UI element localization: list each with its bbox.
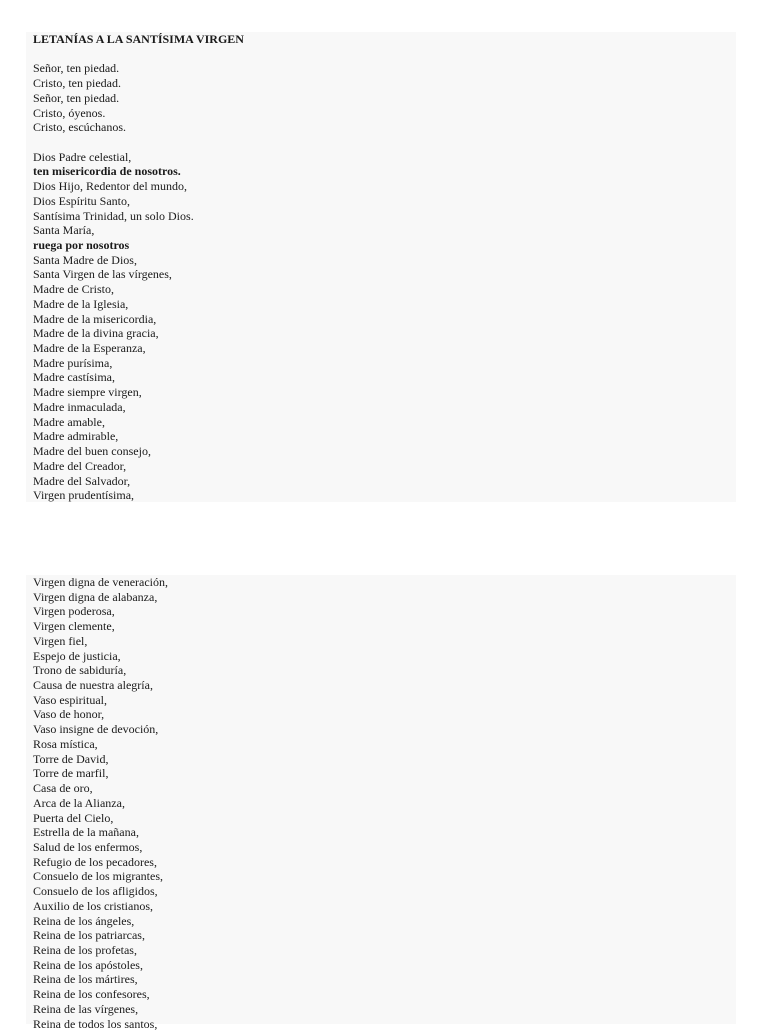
invocation-line: Santísima Trinidad, un solo Dios.: [33, 208, 194, 223]
invocation-line: Virgen digna de veneración,: [33, 575, 169, 589]
invocation-line: Casa de oro,: [33, 781, 93, 796]
invocation-line: Madre castísima,: [33, 370, 115, 385]
invocation-line: Santa María,: [33, 223, 95, 238]
paragraph-gap: [33, 135, 736, 150]
invocation-line: Cristo, óyenos.: [33, 105, 106, 120]
invocation-line: Madre de la divina gracia,: [33, 326, 159, 341]
invocation-line: Auxilio de los cristianos,: [33, 898, 153, 913]
invocation-line: Madre del buen consejo,: [33, 444, 151, 459]
invocation-line: Dios Espíritu Santo,: [33, 193, 131, 208]
invocation-line: Madre de la Iglesia,: [33, 296, 129, 311]
invocation-line: Virgen clemente,: [33, 619, 115, 634]
invocation-block-litany: [33, 150, 736, 503]
invocation-line: Madre de la misericordia,: [33, 311, 157, 326]
document-title: LETANÍAS A LA SANTÍSIMA VIRGEN: [33, 32, 244, 46]
invocation-line: Madre siempre virgen,: [33, 385, 142, 400]
invocation-line: Virgen digna de alabanza,: [33, 589, 158, 604]
invocation-line: Arca de la Alianza,: [33, 795, 125, 810]
invocation-line: Cristo, escúchanos.: [33, 120, 126, 135]
invocation-line: Reina de las vírgenes,: [33, 1001, 139, 1016]
invocation-line: Torre de David,: [33, 751, 109, 766]
invocation-line: Refugio de los pecadores,: [33, 854, 157, 869]
invocation-line: Madre del Salvador,: [33, 473, 131, 488]
invocation-line: Reina de los mártires,: [33, 972, 138, 987]
invocation-line: Causa de nuestra alegría,: [33, 678, 153, 693]
invocation-line: Reina de los profetas,: [33, 942, 137, 957]
invocation-line: Madre del Creador,: [33, 458, 127, 473]
invocation-line: Espejo de justicia,: [33, 648, 121, 663]
invocation-line: Santa Virgen de las vírgenes,: [33, 267, 172, 282]
invocation-line: Santa Madre de Dios,: [33, 252, 137, 267]
invocation-line: Dios Padre celestial,: [33, 149, 132, 164]
invocation-line: Torre de marfil,: [33, 766, 109, 781]
invocation-line: Madre inmaculada,: [33, 399, 126, 414]
invocation-line: Puerta del Cielo,: [33, 810, 114, 825]
invocation-line: Reina de los patriarcas,: [33, 928, 145, 943]
invocation-line: Consuelo de los afligidos,: [33, 884, 158, 899]
invocation-line: Madre de la Esperanza,: [33, 341, 146, 356]
invocation-line: Madre amable,: [33, 414, 105, 429]
invocation-line: Cristo, ten piedad.: [33, 76, 121, 91]
invocation-line: Virgen prudentísima,: [33, 488, 135, 503]
invocation-line: Dios Hijo, Redentor del mundo,: [33, 179, 187, 194]
invocation-line: Madre de Cristo,: [33, 282, 114, 297]
invocation-line: Señor, ten piedad.: [33, 90, 120, 105]
invocation-line: Vaso insigne de devoción,: [33, 722, 159, 737]
invocation-line: Reina de los confesores,: [33, 987, 150, 1002]
invocation-line: Vaso de honor,: [33, 707, 105, 722]
invocation-line: Virgen fiel,: [33, 633, 88, 648]
document-page-1: [26, 32, 736, 502]
invocation-line: Madre admirable,: [33, 429, 119, 444]
invocation-block-continued: [33, 575, 736, 1031]
invocation-line: Salud de los enfermos,: [33, 839, 143, 854]
invocation-block-kyrie: [33, 61, 736, 135]
response-line: ruega por nosotros: [33, 238, 130, 252]
invocation-line: Trono de sabiduría,: [33, 663, 127, 678]
response-line: ten misericordia de nosotros.: [33, 164, 181, 179]
invocation-line: Reina de los apóstoles,: [33, 957, 143, 972]
invocation-line: Vaso espiritual,: [33, 692, 107, 707]
invocation-line: Reina de todos los santos,: [33, 1016, 158, 1031]
invocation-line: Virgen poderosa,: [33, 604, 115, 619]
invocation-line: Rosa mística,: [33, 736, 98, 751]
document-page-2: [26, 575, 736, 1031]
invocation-line: Señor, ten piedad.: [33, 61, 120, 76]
invocation-line: Consuelo de los migrantes,: [33, 869, 163, 884]
invocation-line: Madre purísima,: [33, 355, 113, 370]
invocation-line: Reina de los ángeles,: [33, 913, 135, 928]
invocation-line: Estrella de la mañana,: [33, 825, 139, 840]
